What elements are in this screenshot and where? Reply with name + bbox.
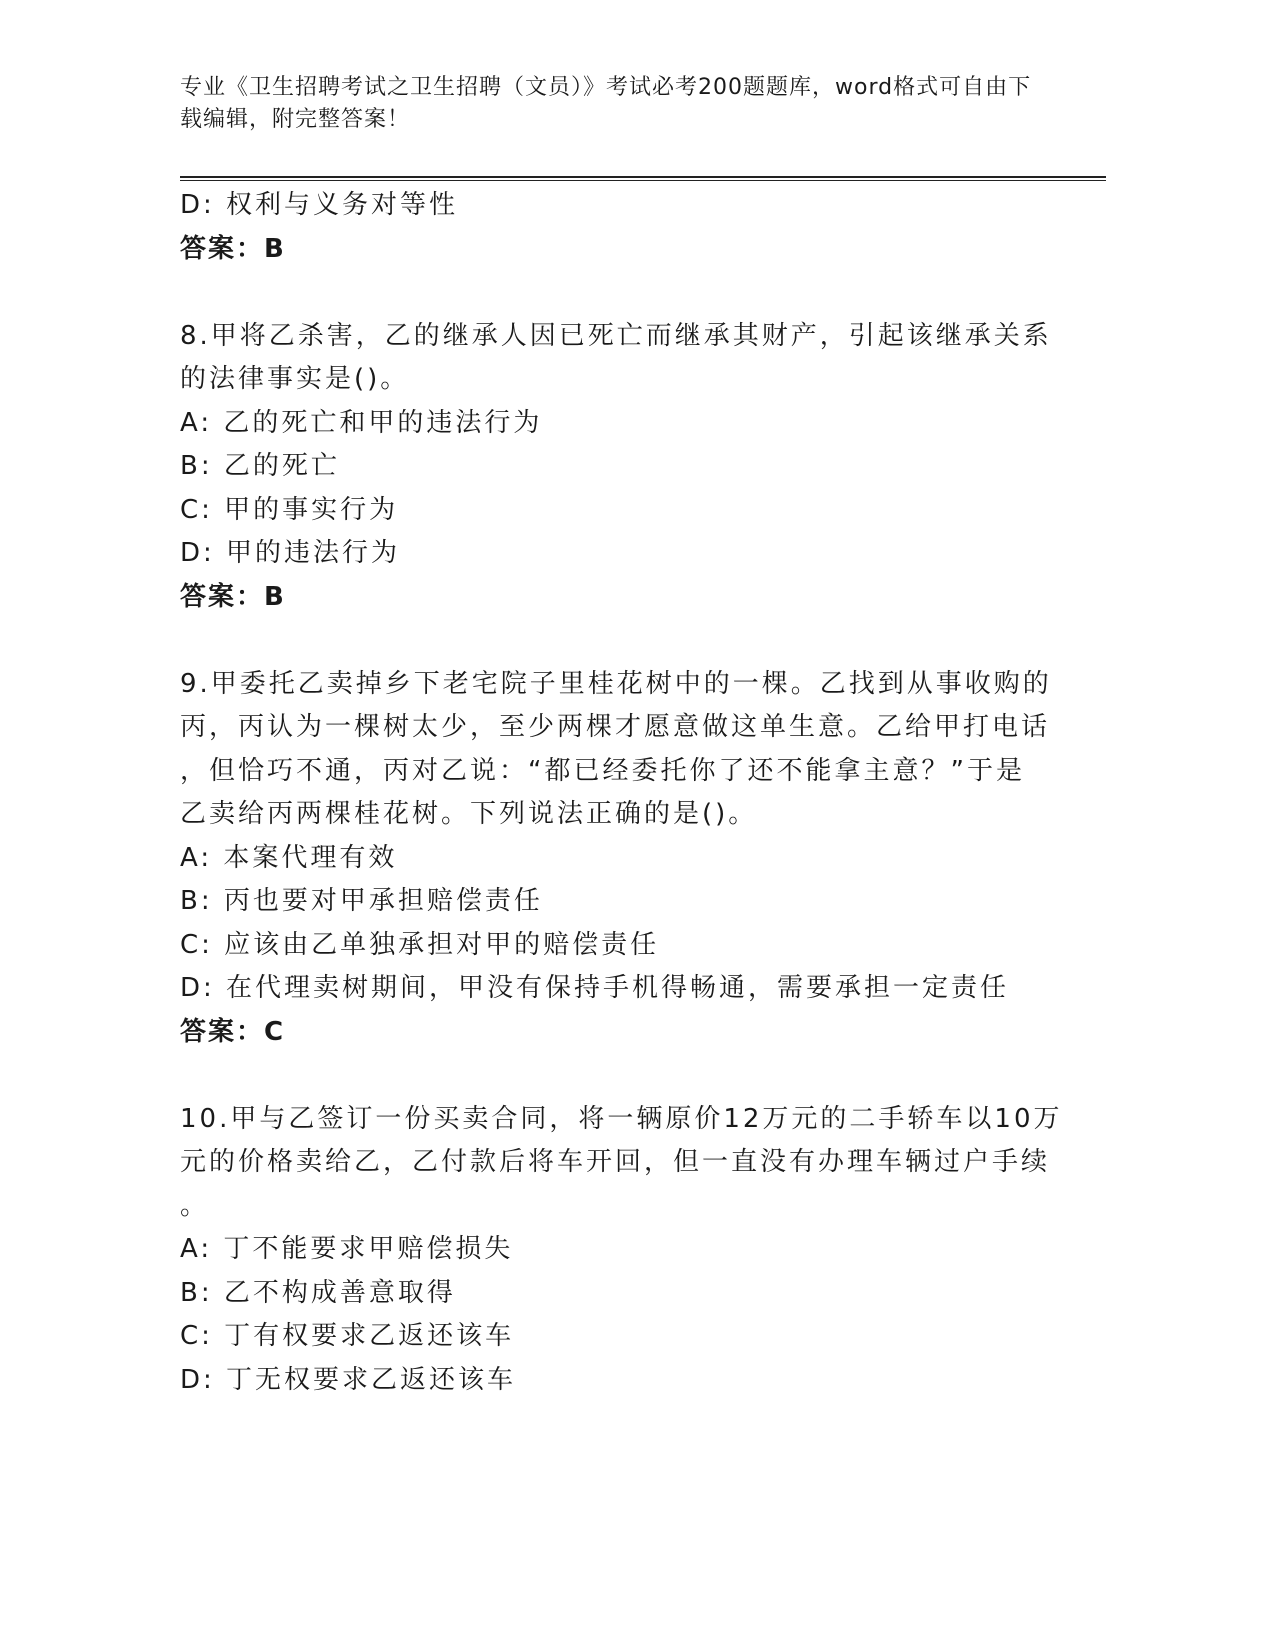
question-text-line: ，但恰巧不通，丙对乙说：“都已经委托你了还不能拿主意？”于是 bbox=[180, 755, 1025, 786]
answer-label: 答案： bbox=[180, 1016, 265, 1047]
answer-value: B bbox=[264, 233, 286, 264]
answer-label: 答案： bbox=[180, 581, 265, 612]
question-text-line: 丙，丙认为一棵树太少，至少两棵才愿意做这单生意。乙给甲打电话 bbox=[180, 712, 1051, 742]
option-c: C: 甲的事实行为 bbox=[180, 494, 399, 525]
question-8 bbox=[180, 315, 1052, 620]
question-text-line: 乙卖给丙两棵桂花树。下列说法正确的是()。 bbox=[180, 799, 758, 829]
option-a: A: 本案代理有效 bbox=[180, 842, 398, 873]
question-9 bbox=[180, 663, 1052, 1055]
answer-line bbox=[180, 576, 1040, 620]
page-header bbox=[180, 72, 1040, 136]
document-body bbox=[180, 184, 1063, 1402]
option-d: D: 权利与义务对等性 bbox=[180, 190, 459, 220]
question-text-line: 。 bbox=[180, 1190, 210, 1221]
option-b: B: 乙不构成善意取得 bbox=[180, 1277, 456, 1308]
question-text-line: 10.甲与乙签订一份买卖合同，将一辆原价12万元的二手轿车以10万 bbox=[180, 1103, 1063, 1134]
document-title: 专业《卫生招聘考试之卫生招聘（文员）》考试必考200题题库，word格式可自由下载编辑，附完整答案！ bbox=[180, 75, 1032, 132]
option-b: B: 丙也要对甲承担赔偿责任 bbox=[180, 886, 543, 916]
answer-value: B bbox=[264, 581, 286, 612]
option-c: C: 应该由乙单独承担对甲的赔偿责任 bbox=[180, 929, 660, 960]
question-10 bbox=[180, 1098, 1063, 1403]
option-b: B: 乙的死亡 bbox=[180, 451, 340, 481]
spacer bbox=[180, 1054, 1040, 1098]
question-text-line: 元的价格卖给乙，乙付款后将车开回，但一直没有办理车辆过户手续 bbox=[180, 1147, 1051, 1177]
option-d: D: 甲的违法行为 bbox=[180, 538, 401, 568]
answer-label: 答案： bbox=[180, 233, 265, 264]
option-a: A: 乙的死亡和甲的违法行为 bbox=[180, 407, 543, 438]
spacer bbox=[180, 271, 1040, 315]
answer-line bbox=[180, 228, 1040, 272]
question-text-line: 的法律事实是()。 bbox=[180, 364, 410, 394]
header-divider bbox=[180, 176, 1106, 181]
option-c: C: 丁有权要求乙返还该车 bbox=[180, 1321, 515, 1351]
option-d: D: 丁无权要求乙返还该车 bbox=[180, 1364, 517, 1395]
option-d: D: 在代理卖树期间，甲没有保持手机得畅通，需要承担一定责任 bbox=[180, 973, 1010, 1003]
answer-line bbox=[180, 1011, 1040, 1055]
spacer bbox=[180, 619, 1040, 663]
answer-value: C bbox=[264, 1016, 286, 1047]
question-text-line: 8.甲将乙杀害，乙的继承人因已死亡而继承其财产，引起该继承关系 bbox=[180, 320, 1052, 351]
option-a: A: 丁不能要求甲赔偿损失 bbox=[180, 1234, 514, 1264]
question-text-line: 9.甲委托乙卖掉乡下老宅院子里桂花树中的一棵。乙找到从事收购的 bbox=[180, 668, 1052, 699]
